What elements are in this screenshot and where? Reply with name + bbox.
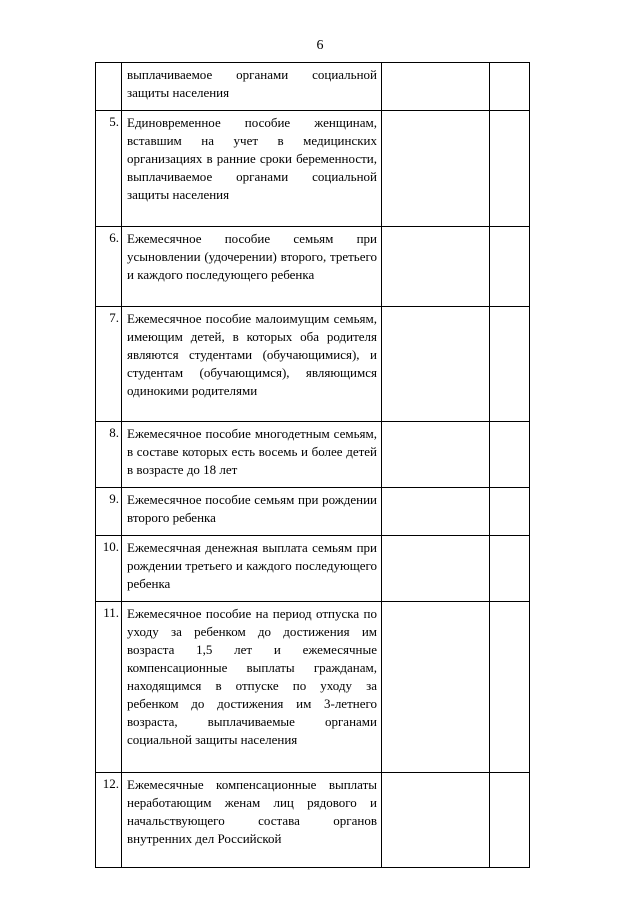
empty-cell [382,536,490,602]
benefits-table [95,62,530,868]
empty-cell [490,602,530,773]
benefit-name: выплачиваемое органами социальной защиты населения [127,67,377,100]
benefit-name-cell [122,602,382,773]
table-row [96,63,530,111]
empty-cell [490,422,530,488]
benefit-name-cell [122,227,382,307]
empty-cell [490,536,530,602]
benefit-name: Ежемесячная денежная выплата семьям при рождении третьего и каждого последующего ребенка [127,540,377,591]
empty-cell [382,488,490,536]
empty-cell [490,227,530,307]
empty-cell [382,602,490,773]
benefit-name-cell [122,63,382,111]
benefit-name: Ежемесячное пособие малоимущим семьям, имеющим детей, в которых оба родителя являются студентами (обучающимися), и студентам (обучающимся), являющимся одинокими родителями [127,311,377,398]
table-row [96,488,530,536]
empty-cell [490,773,530,868]
row-number: 6. [96,227,122,307]
empty-cell [490,63,530,111]
benefit-name-cell [122,536,382,602]
benefit-name-cell [122,307,382,422]
table-row [96,422,530,488]
table-row [96,602,530,773]
empty-cell [490,307,530,422]
benefit-name-cell [122,773,382,868]
benefit-name: Ежемесячное пособие на период отпуска по уходу за ребенком до достижения им возраста 1,5 лет и ежемесячные компенсационные выплаты гражданам, находящимся в отпуске по уходу за ребенком до достижения им 3-летнего возраста, выплачиваемые органами социальной защиты населения [127,606,377,747]
empty-cell [382,111,490,227]
benefit-name: Ежемесячное пособие семьям при усыновлении (удочерении) второго, третьего и каждого последующего ребенка [127,231,377,282]
row-number: 7. [96,307,122,422]
empty-cell [490,488,530,536]
row-number: 10. [96,536,122,602]
row-number: 12. [96,773,122,868]
page-number: 6 [316,38,324,53]
table-row [96,307,530,422]
row-number [96,63,122,111]
empty-cell [382,307,490,422]
row-number: 5. [96,111,122,227]
benefit-name-cell [122,422,382,488]
table-row [96,536,530,602]
empty-cell [382,227,490,307]
row-number: 8. [96,422,122,488]
empty-cell [382,422,490,488]
empty-cell [490,111,530,227]
table-row [96,773,530,868]
benefit-name: Ежемесячные компенсационные выплаты неработающим женам лиц рядового и начальствующего состава органов внутренних дел Российской [127,777,377,846]
benefit-name-cell [122,111,382,227]
empty-cell [382,63,490,111]
benefit-name: Ежемесячное пособие многодетным семьям, в составе которых есть восемь и более детей в возрасте до 18 лет [127,426,377,477]
row-number: 9. [96,488,122,536]
benefit-name: Единовременное пособие женщинам, вставшим на учет в медицинских организациях в ранние сроки беременности, выплачиваемое органами социальной защиты населения [127,115,377,202]
benefit-name: Ежемесячное пособие семьям при рождении второго ребенка [127,492,377,525]
empty-cell [382,773,490,868]
row-number: 11. [96,602,122,773]
table-row [96,227,530,307]
benefit-name-cell [122,488,382,536]
table-row [96,111,530,227]
